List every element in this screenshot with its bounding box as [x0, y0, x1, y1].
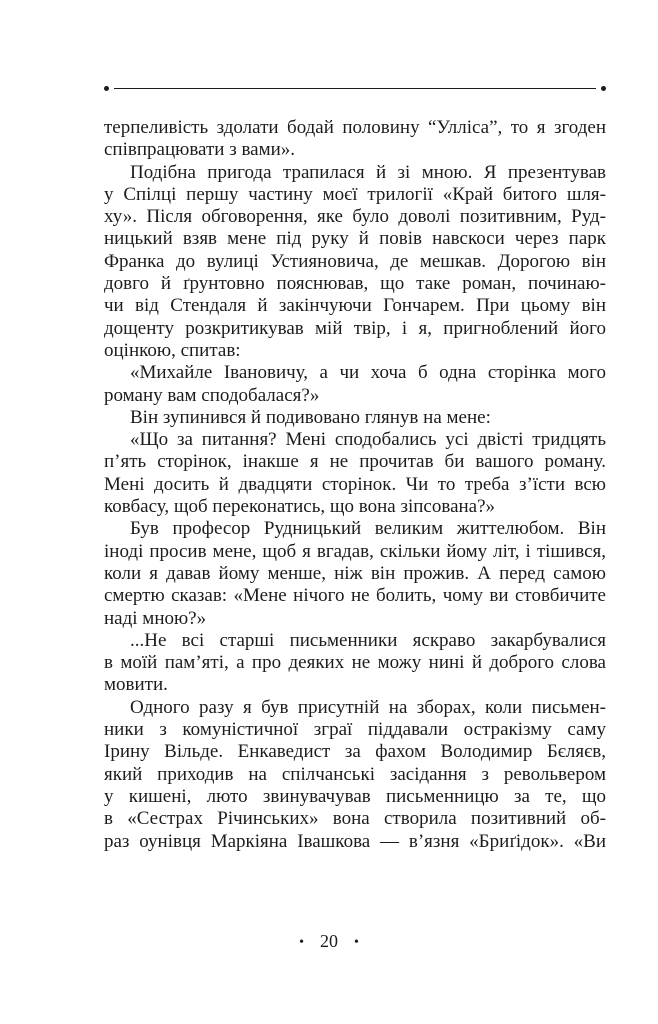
header-rule [104, 86, 606, 92]
text-line: терпеливість здолати бодай половину “Улліса”, то я згоден [104, 117, 606, 138]
text-line: наді мною?» [104, 607, 207, 629]
text-line: ...Не всі старші письменники яскраво закарбувалися [130, 629, 606, 651]
text-line: «Михайле Івановичу, а чи хоча б одна сторінка мого [130, 362, 606, 384]
page-footer [0, 930, 658, 954]
text-line: дощенту розкритикував мій твір, і я, пригноблений його [104, 317, 606, 339]
text-line: Подібна пригода трапилася й зі мною. Я презентував [130, 161, 606, 183]
body-text [104, 117, 606, 853]
text-line: оцінкою, спитав: [104, 339, 241, 361]
text-line: смертю сказав: «Мене нічого не болить, чому ви стовбичите [104, 585, 606, 607]
text-line: Мені досить й двадцяти сторінок. Чи то треба з’їсти всю [104, 473, 606, 495]
text-line: Франка до вулиці Устияновича, де мешкав. Дорогою він [104, 250, 606, 272]
rule-left-dot [104, 86, 109, 91]
rule-right-dot [601, 86, 606, 91]
text-line: п’ять сторінок, інакше я не прочитав би вашого роману. [104, 451, 606, 473]
text-line: чи від Стендаля й закінчуючи Гончарем. При цьому він [104, 295, 606, 317]
text-line: ковбасу, щоб переконатись, що вона зіпсована?» [104, 496, 496, 518]
rule-line [114, 88, 596, 89]
text-line: коли я давав йому менше, ніж він прожив. А перед самою [104, 562, 606, 584]
text-line: раз оунівця Маркіяна Івашкова — в’язня «Бриґідок». «Ви [104, 830, 606, 852]
text-line: мовити. [104, 674, 168, 696]
text-line: ницький взяв мене під руку й повів навскоси через парк [104, 228, 606, 250]
text-line: «Що за питання? Мені сподобались усі двісті тридцять [130, 429, 606, 451]
text-line: який приходив на спілчанські засідання з револьвером [104, 763, 606, 785]
folio-left-bullet: • [299, 935, 304, 950]
text-line: Він зупинився й подивовано глянув на мене: [130, 406, 491, 428]
text-line: ники з комуністичної зграї піддавали остракізму саму [104, 719, 606, 741]
text-line: довго й ґрунтовно пояснював, що таке роман, починаю- [104, 273, 606, 295]
text-line: в моїй пам’яті, а про деяких не можу нині й доброго слова [104, 652, 606, 674]
text-line: роману вам сподобалася?» [104, 384, 320, 406]
text-line: Одного разу я був присутній на зборах, коли письмен- [130, 696, 606, 718]
text-line: у Спілці першу частину моєї трилогії «Край битого шля- [104, 183, 606, 205]
text-line: у кишені, люто звинувачував письменницю за те, що [104, 785, 606, 807]
text-line: співпрацювати з вами». [104, 139, 296, 161]
text-line: Був професор Рудницький великим життелюбом. Він [130, 518, 606, 540]
text-line: іноді просив мене, щоб я вгадав, скільки йому літ, і тішився, [104, 540, 606, 562]
text-line: в «Сестрах Річинських» вона створила позитивний об- [104, 808, 606, 830]
text-line: Ірину Вільде. Енкаведист за фахом Володимир Бєляєв, [104, 741, 606, 763]
folio-right-bullet: • [354, 935, 359, 950]
page-number: 20 [320, 931, 338, 951]
text-line: ху». Після обговорення, яке було доволі позитивним, Руд- [104, 206, 606, 228]
